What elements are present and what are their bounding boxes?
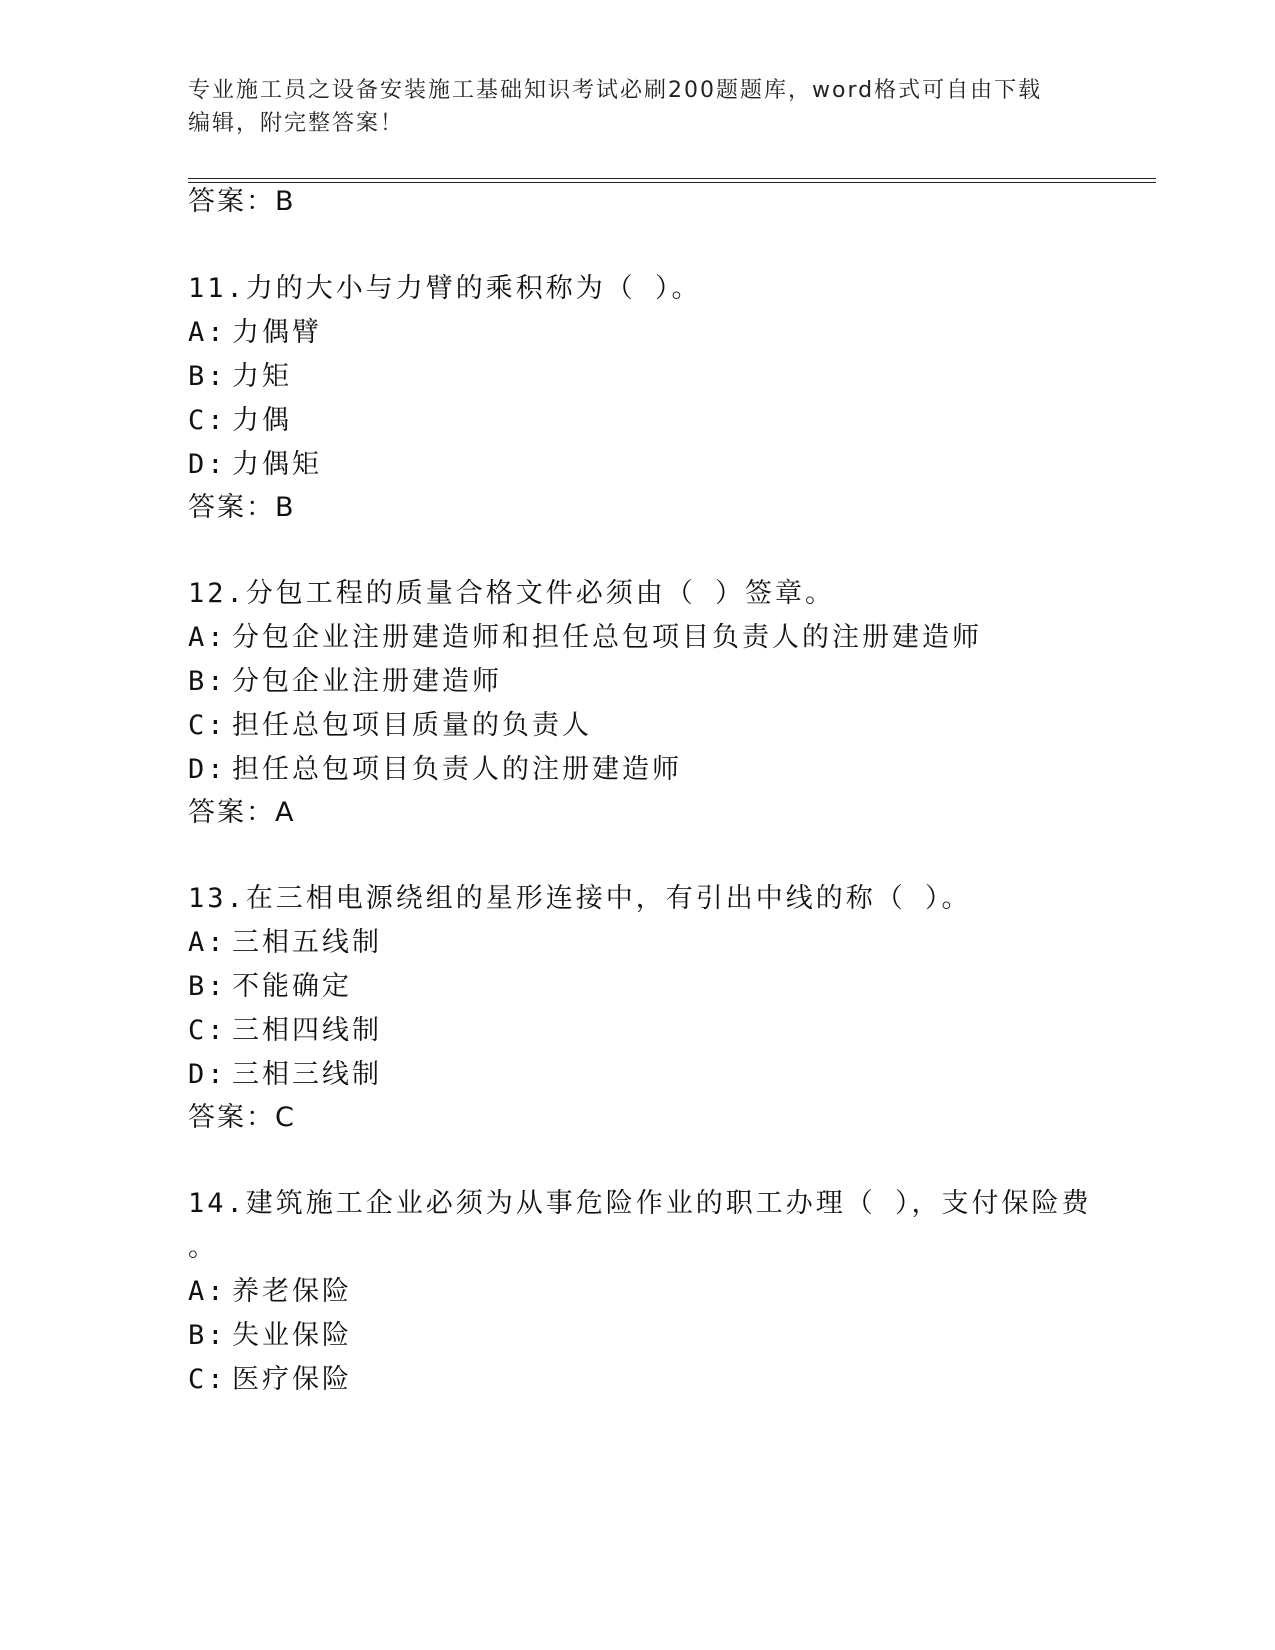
question-stem-continuation: 。 [188, 1232, 215, 1263]
option-text: 三相三线制 [232, 1059, 382, 1090]
option-item [188, 403, 292, 439]
option-text: 力偶臂 [232, 317, 322, 348]
option-letter: A: [188, 622, 227, 653]
question-stem: 13.在三相电源绕组的星形连接中，有引出中线的称（ ）。 [188, 883, 972, 914]
option-text: 三相五线制 [232, 927, 382, 958]
option-text: 力矩 [232, 361, 292, 392]
option-text: 担任总包项目质量的负责人 [232, 710, 592, 741]
answer-value: A [275, 797, 296, 828]
answer-line [188, 490, 296, 526]
option-item [188, 925, 382, 961]
page-header [188, 74, 1078, 140]
option-letter: A: [188, 927, 227, 958]
option-letter: A: [188, 1276, 227, 1307]
option-letter: C: [188, 710, 227, 741]
answer-label: 答案： [188, 492, 275, 523]
option-item [188, 664, 502, 700]
question-stem: 12.分包工程的质量合格文件必须由（ ）签章。 [188, 578, 836, 609]
answer-line [188, 1100, 296, 1136]
question-stem: 14.建筑施工企业必须为从事危险作业的职工办理（ ），支付保险费 [188, 1188, 1092, 1219]
option-item [188, 359, 292, 395]
option-letter: A: [188, 317, 227, 348]
option-item [188, 315, 322, 351]
option-text: 医疗保险 [232, 1364, 352, 1395]
option-text: 失业保险 [232, 1320, 352, 1351]
option-letter: C: [188, 1015, 227, 1046]
question-stem: 11.力的大小与力臂的乘积称为（ ）。 [188, 273, 702, 304]
header-title-line-2: 编辑，附完整答案！ [188, 111, 405, 136]
option-text: 力偶矩 [232, 449, 322, 480]
option-text: 分包企业注册建造师和担任总包项目负责人的注册建造师 [232, 622, 982, 653]
answer-value: B [275, 186, 296, 217]
option-letter: D: [188, 1059, 227, 1090]
option-letter: B: [188, 361, 227, 392]
option-letter: B: [188, 1320, 227, 1351]
header-title-line-1: 专业施工员之设备安装施工基础知识考试必刷200题题库，word格式可自由下载 [188, 78, 1043, 103]
option-item [188, 1362, 352, 1398]
option-text: 养老保险 [232, 1276, 352, 1307]
answer-label: 答案： [188, 797, 275, 828]
option-item [188, 1057, 382, 1093]
option-text: 分包企业注册建造师 [232, 666, 502, 697]
answer-line [188, 184, 296, 220]
option-item [188, 1318, 352, 1354]
option-item [188, 620, 982, 656]
option-letter: B: [188, 971, 227, 1002]
option-text: 不能确定 [232, 971, 352, 1002]
option-letter: D: [188, 449, 227, 480]
option-letter: C: [188, 1364, 227, 1395]
option-letter: B: [188, 666, 227, 697]
option-item [188, 969, 352, 1005]
option-text: 担任总包项目负责人的注册建造师 [232, 754, 682, 785]
option-text: 力偶 [232, 405, 292, 436]
option-letter: C: [188, 405, 227, 436]
answer-label: 答案： [188, 1102, 275, 1133]
option-letter: D: [188, 754, 227, 785]
header-divider [188, 178, 1156, 183]
answer-value: C [275, 1102, 296, 1133]
option-item [188, 752, 682, 788]
answer-line [188, 795, 295, 831]
option-item [188, 1013, 382, 1049]
option-item [188, 1274, 352, 1310]
option-item [188, 447, 322, 483]
option-item [188, 708, 592, 744]
option-text: 三相四线制 [232, 1015, 382, 1046]
answer-label: 答案： [188, 186, 275, 217]
answer-value: B [275, 492, 296, 523]
